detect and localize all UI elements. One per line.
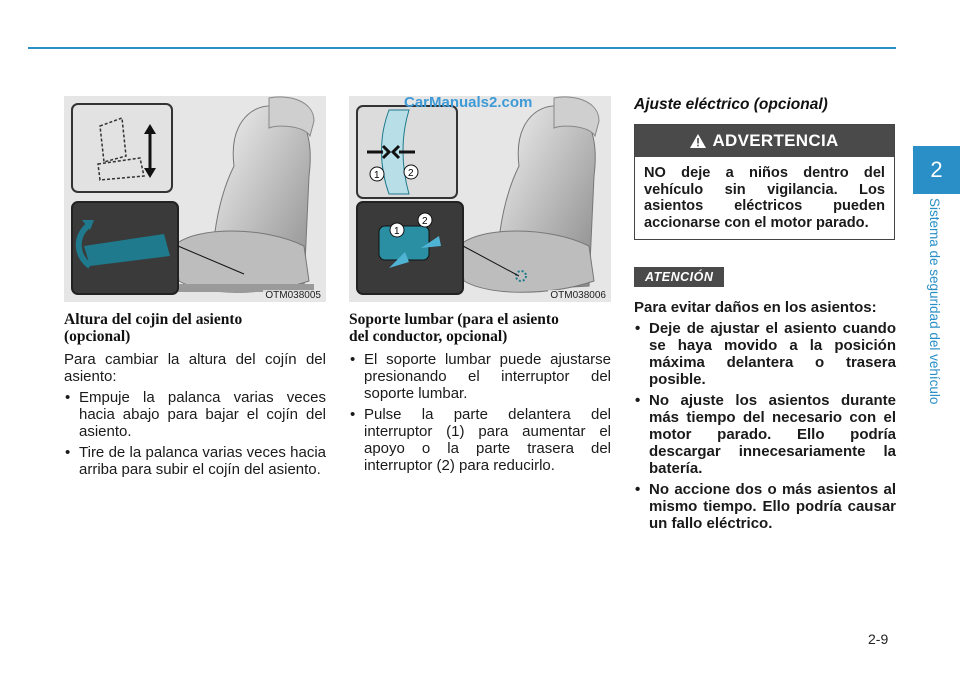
- section-seat-cushion-height: [64, 96, 326, 482]
- warning-box: [634, 124, 895, 240]
- svg-text:2: 2: [408, 168, 414, 179]
- section-lumbar-support: [349, 96, 611, 478]
- list-item: • Empuje la palanca varias veces hacia abajo para bajar el cojín del asiento.: [64, 389, 326, 440]
- list-item: • El soporte lumbar puede ajustarse presionando el interruptor del soporte lumbar.: [349, 351, 611, 402]
- section-power-adjust: [634, 96, 896, 536]
- warning-triangle-icon: [690, 134, 706, 148]
- figure-code: OTM038006: [550, 290, 606, 301]
- list-item: • Tire de la palanca varias veces hacia arriba para subir el cojín del asiento.: [64, 444, 326, 478]
- section-heading: Altura del cojin del asiento (opcional): [64, 311, 243, 345]
- chapter-tab: 2: [913, 146, 960, 194]
- warning-header: [635, 125, 894, 157]
- caution-intro: Para evitar daños en los asientos:: [634, 299, 877, 316]
- svg-text:1: 1: [394, 226, 400, 237]
- list-item: • Deje de ajustar el asiento cuando se haya movido a la posición máxima delantera o trasera posible.: [634, 320, 896, 388]
- section-heading: Ajuste eléctrico (opcional): [634, 96, 828, 113]
- caution-list: [634, 320, 896, 532]
- page-number: 2-9: [868, 631, 889, 647]
- lumbar-illustration: [349, 96, 611, 302]
- figure-code: OTM038005: [265, 290, 321, 301]
- section-heading: Soporte lumbar (para el asiento del conductor, opcional): [349, 311, 559, 345]
- list-item: • No ajuste los asientos durante más tiempo del necesario con el motor parado. Ello podría descargar innecesariamente la batería.: [634, 392, 896, 477]
- warning-text: NO deje a niños dentro del vehículo sin vigilancia. Los asientos eléctricos pueden accionarse con el motor parado.: [644, 165, 885, 231]
- chapter-title: Sistema de seguridad del vehículo: [927, 198, 942, 405]
- seat-height-illustration: [64, 96, 326, 302]
- figure-lumbar: [349, 96, 611, 302]
- svg-text:2: 2: [422, 216, 428, 227]
- list-item: • Pulse la parte delantera del interruptor (1) para aumentar el apoyo o la parte trasera del interruptor (2) para reducirlo.: [349, 406, 611, 474]
- watermark: CarManuals2.com: [404, 96, 533, 111]
- warning-title: ADVERTENCIA: [712, 131, 839, 150]
- top-rule: [28, 47, 896, 49]
- bullet-list: [64, 389, 326, 478]
- figure-seat-height: [64, 96, 326, 302]
- caution-tag: ATENCIÓN: [634, 267, 724, 287]
- svg-text:1: 1: [374, 170, 380, 181]
- bullet-list: [349, 351, 611, 474]
- list-item: • No accione dos o más asientos al mismo tiempo. Ello podría causar un fallo eléctrico.: [634, 481, 896, 532]
- intro-text: Para cambiar la altura del cojín del asiento:: [64, 351, 326, 385]
